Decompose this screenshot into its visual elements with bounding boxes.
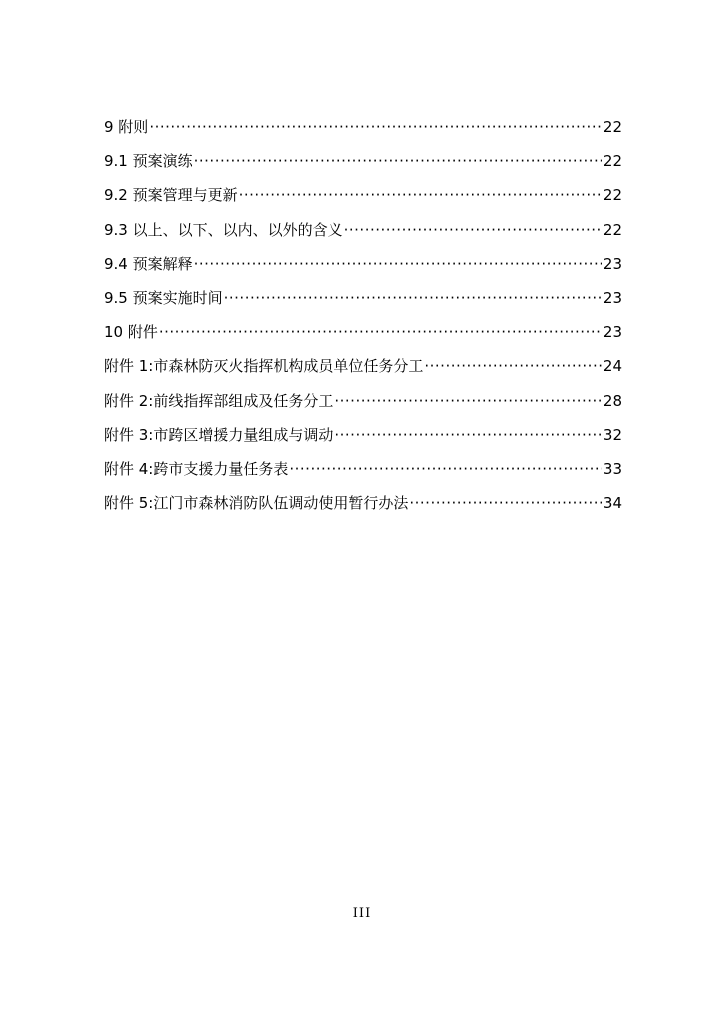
toc-entry-title: 附件 4:跨市支援力量任务表 xyxy=(104,459,289,478)
toc-dot-leader xyxy=(409,486,602,520)
toc-entry[interactable] xyxy=(104,418,622,452)
toc-dot-leader xyxy=(224,281,602,315)
toc-dot-leader xyxy=(344,213,602,247)
toc-entry-page: 23 xyxy=(602,254,622,273)
toc-entry[interactable] xyxy=(104,247,622,281)
toc-entry-title: 附件 5:江门市森林消防队伍调动使用暂行办法 xyxy=(104,494,409,513)
toc-entry[interactable] xyxy=(104,281,622,315)
toc-dot-leader xyxy=(424,349,602,383)
table-of-contents xyxy=(104,110,622,520)
toc-entry-title: 附件 1:市森林防灭火指挥机构成员单位任务分工 xyxy=(104,357,424,376)
toc-dot-leader xyxy=(334,418,602,452)
toc-dot-leader xyxy=(194,247,602,281)
toc-entry[interactable] xyxy=(104,178,622,212)
toc-dot-leader xyxy=(194,144,602,178)
toc-entry-page: 22 xyxy=(602,118,622,136)
toc-entry-page: 24 xyxy=(602,357,622,376)
toc-entry-title: 9.1 预案演练 xyxy=(104,152,193,171)
toc-dot-leader xyxy=(149,110,602,144)
toc-entry[interactable] xyxy=(104,349,622,383)
toc-entry-title: 9.2 预案管理与更新 xyxy=(104,186,238,205)
toc-entry-title: 9 附则 xyxy=(104,118,149,136)
toc-entry[interactable] xyxy=(104,144,622,178)
toc-entry[interactable] xyxy=(104,110,622,144)
toc-entry-title: 附件 3:市跨区增援力量组成与调动 xyxy=(104,425,334,444)
toc-entry-page: 33 xyxy=(602,459,622,478)
toc-entry-page: 28 xyxy=(602,391,622,410)
page-number: III xyxy=(352,906,372,921)
toc-entry-title: 附件 2:前线指挥部组成及任务分工 xyxy=(104,391,334,410)
toc-dot-leader xyxy=(239,178,602,212)
toc-entry-page: 34 xyxy=(602,494,622,513)
toc-entry-page: 23 xyxy=(602,323,622,342)
toc-entry-title: 10 附件 xyxy=(104,323,158,342)
toc-entry-page: 22 xyxy=(602,186,622,205)
toc-entry-title: 9.5 预案实施时间 xyxy=(104,288,223,307)
toc-entry[interactable] xyxy=(104,384,622,418)
toc-dot-leader xyxy=(159,315,602,349)
toc-entry-page: 23 xyxy=(602,288,622,307)
toc-entry-title: 9.4 预案解释 xyxy=(104,254,193,273)
toc-entry[interactable] xyxy=(104,213,622,247)
toc-entry-page: 22 xyxy=(602,220,622,239)
toc-entry[interactable] xyxy=(104,315,622,349)
toc-entry-title: 9.3 以上、以下、以内、以外的含义 xyxy=(104,220,343,239)
toc-entry[interactable] xyxy=(104,486,622,520)
toc-entry-page: 32 xyxy=(602,425,622,444)
toc-entry-page: 22 xyxy=(602,152,622,171)
toc-dot-leader xyxy=(334,384,602,418)
toc-dot-leader xyxy=(289,452,602,486)
toc-entry[interactable] xyxy=(104,452,622,486)
